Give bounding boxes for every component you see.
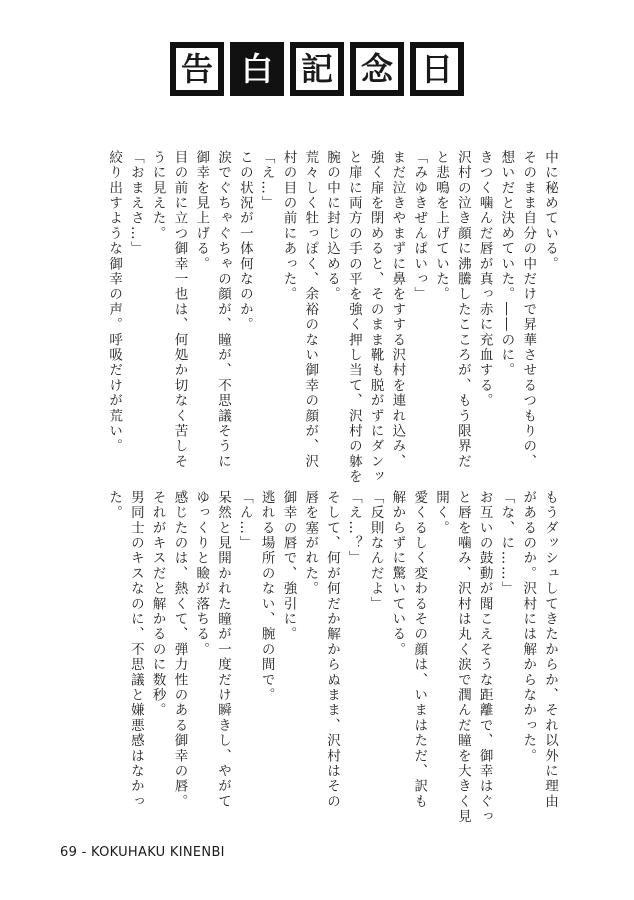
text-line: そのまま自分の中だけで昇華させるつもりの、 (520, 150, 537, 470)
title-char: 念 (350, 42, 404, 96)
text-line: 「みゆきぜんぱいっ」 (411, 150, 428, 302)
text-line: お互いの鼓動が聞こえそうな距離で、御幸はぐっ (476, 490, 493, 825)
text-line: きつく噛んだ唇が真っ赤に充血する。 (476, 150, 493, 409)
text-line: た。 (106, 490, 123, 521)
text-line: 「おまえさ…」 (127, 150, 144, 257)
text-line: があるのか。沢村には解からなかった。 (520, 490, 537, 764)
text-line: 男同士のキスなのに、不思議と嫌悪感はなかっ (127, 490, 144, 810)
text-line: 解からずに驚いている。 (389, 490, 406, 658)
title-char: 告 (170, 42, 224, 96)
text-line: 強く扉を閉めると、そのまま靴も脱がずにダンッ (367, 150, 384, 485)
title-char: 記 (290, 42, 344, 96)
text-line: 唇を塞がれた。 (302, 490, 319, 597)
text-line: 沢村の泣き顔に沸騰したこころが、もう限界だ (454, 150, 471, 470)
text-line: 荒々しく牡っぽく、余裕のない御幸の顔が、沢 (302, 150, 319, 470)
text-line: 御幸を見上げる。 (193, 150, 210, 272)
text-block-top (60, 150, 560, 500)
title-char: 白 (230, 42, 284, 96)
text-line: 「ん…」 (236, 490, 253, 551)
text-line: まだ泣きやまずに鼻をすする沢村を連れ込み、 (389, 150, 406, 470)
text-line: 想いだと決めていた。――のに。 (498, 150, 515, 378)
text-line: この状況が一体何なのか。 (236, 150, 253, 333)
text-block-bottom (60, 490, 560, 840)
text-line: うに見えた。 (149, 150, 166, 242)
text-line: 涙でぐちゃぐちゃの顔が、瞳が、不思議そうに (215, 150, 232, 470)
text-line: 「反則なんだよ」 (367, 490, 384, 612)
text-line: 逃れる場所のない、腕の間で。 (258, 490, 275, 703)
text-line: もうダッシュしてきたからか、それ以外に理由 (542, 490, 558, 810)
text-line: と悲鳴を上げていた。 (433, 150, 450, 302)
text-line: 目の前に立つ御幸一也は、何処か切なく苦しそ (171, 150, 188, 470)
text-line: そして、何が何だか解からぬまま、沢村はその (324, 490, 341, 810)
text-line: 御幸の唇で、強引に。 (280, 490, 297, 642)
page-footer: 69 - KOKUHAKU KINENBI (60, 845, 225, 860)
text-line: 愛くるしく変わるその顔は、いまはただ、訳も (411, 490, 428, 810)
text-line: 腕の中に封じ込める。 (324, 150, 341, 302)
page-title (0, 42, 634, 96)
text-line: 村の目の前にあった。 (280, 150, 297, 302)
title-char: 日 (410, 42, 464, 96)
text-line: 呆然と見開かれた瞳が一度だけ瞬きし、やがて (215, 490, 232, 810)
text-line: 感じたのは、熱くて、弾力性のある御幸の唇。 (171, 490, 188, 810)
text-line: 「な、に……」 (498, 490, 515, 597)
text-line: 中に秘めている。 (542, 150, 558, 272)
text-line: 「え…」 (258, 150, 275, 211)
text-line: 絞り出すような御幸の声。呼吸だけが荒い。 (106, 150, 123, 454)
text-line: と扉に両方の手の平を強く押し当て、沢村の躰を (345, 150, 362, 485)
text-line: それがキスだと解かるのに数秒。 (149, 490, 166, 718)
text-line: 開く。 (433, 490, 450, 536)
text-line: と唇を噛み、沢村は丸く涙で潤んだ瞳を大きく見 (454, 490, 471, 825)
text-line: 「え…？」 (345, 490, 362, 566)
text-line: ゆっくりと瞼が落ちる。 (193, 490, 210, 658)
